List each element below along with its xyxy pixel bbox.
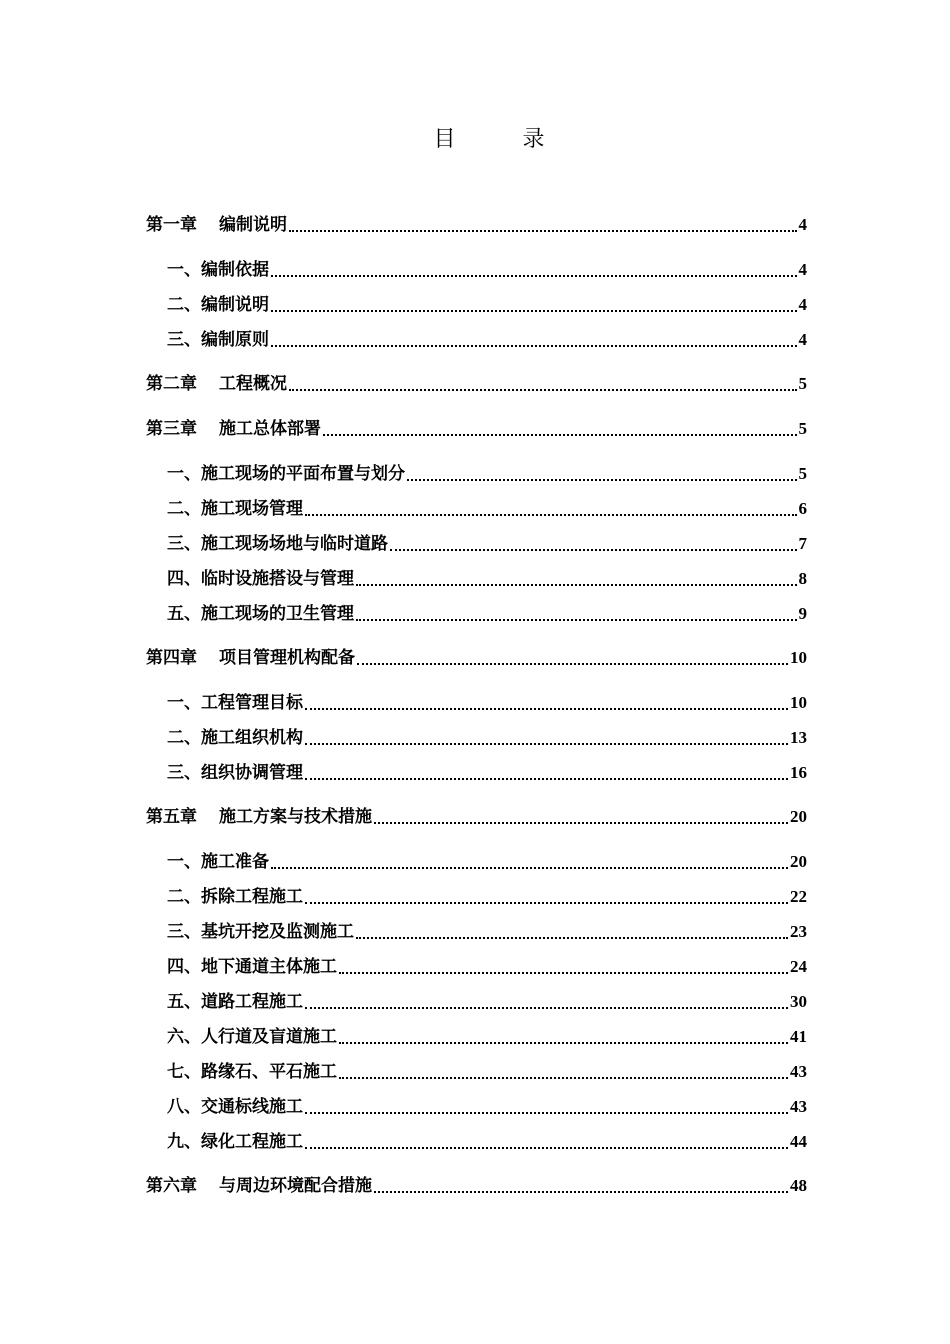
dot-leader <box>305 1147 788 1149</box>
dot-leader <box>339 1077 788 1079</box>
toc-entry-prefix: 五、 <box>167 604 201 624</box>
toc-entry-label <box>167 601 354 627</box>
toc-page-number: 23 <box>790 922 807 941</box>
toc-entry-prefix: 五、 <box>167 992 201 1012</box>
toc-entry-prefix: 三、 <box>167 922 201 942</box>
toc-entry-text: 施工现场管理 <box>201 499 303 519</box>
dot-leader <box>390 549 797 551</box>
toc-entry-text: 项目管理机构配备 <box>219 648 355 668</box>
toc-page-number: 44 <box>790 1132 807 1151</box>
toc-entry-label <box>146 212 287 238</box>
toc-section-entry[interactable] <box>167 496 807 522</box>
toc-entry-label <box>167 1024 337 1050</box>
toc-entry-prefix: 第二章 <box>146 374 197 394</box>
toc-entry-text: 拆除工程施工 <box>201 887 303 907</box>
toc-section-entry[interactable] <box>167 919 807 945</box>
toc-entry-prefix: 第五章 <box>146 807 197 827</box>
toc-entry-label <box>167 760 303 786</box>
toc-page-number: 4 <box>798 330 807 349</box>
toc-page-number: 4 <box>798 295 807 314</box>
toc-page-number: 24 <box>790 957 807 976</box>
toc-entry-text: 工程管理目标 <box>201 693 303 713</box>
toc-entry-prefix: 二、 <box>167 887 201 907</box>
toc-entry-label <box>167 327 269 353</box>
toc-page-number: 10 <box>790 648 807 667</box>
toc-entry-prefix: 二、 <box>167 499 201 519</box>
toc-page-number: 20 <box>790 807 807 826</box>
toc-entry-prefix: 二、 <box>167 295 201 315</box>
toc-entry-text: 编制依据 <box>201 260 269 280</box>
dot-leader <box>305 743 788 745</box>
toc-entry-prefix: 一、 <box>167 464 201 484</box>
dot-leader <box>374 822 788 824</box>
dot-leader <box>305 778 788 780</box>
toc-entry-label <box>167 919 354 945</box>
toc-entry-label <box>167 531 388 557</box>
toc-section-entry[interactable] <box>167 849 807 875</box>
dot-leader <box>339 1042 788 1044</box>
toc-entry-label <box>167 1094 303 1120</box>
toc-page-number: 5 <box>798 374 807 393</box>
dot-leader <box>339 972 788 974</box>
toc-entry-text: 基坑开挖及监测施工 <box>201 922 354 942</box>
toc-entry-text: 交通标线施工 <box>201 1097 303 1117</box>
toc-section-entry[interactable] <box>167 531 807 557</box>
toc-entry-text: 路缘石、平石施工 <box>201 1062 337 1082</box>
toc-entry-label <box>167 1129 303 1155</box>
toc-entry-label <box>167 496 303 522</box>
dot-leader <box>356 937 788 939</box>
toc-page-number: 4 <box>798 260 807 279</box>
toc-page-number: 43 <box>790 1062 807 1081</box>
toc-entry-text: 地下通道主体施工 <box>201 957 337 977</box>
toc-entry-label <box>167 849 269 875</box>
toc-entry-text: 组织协调管理 <box>201 763 303 783</box>
toc-entry-label <box>146 804 372 830</box>
toc-section-entry[interactable] <box>167 760 807 786</box>
dot-leader <box>305 514 797 516</box>
toc-page-number: 5 <box>798 419 807 438</box>
dot-leader <box>289 230 797 232</box>
toc-entry-text: 编制说明 <box>219 215 287 235</box>
toc-section-entry[interactable] <box>167 690 807 716</box>
toc-entry-label <box>167 954 337 980</box>
toc-section-entry[interactable] <box>167 1059 807 1085</box>
toc-entry-prefix: 三、 <box>167 534 201 554</box>
toc-section-entry[interactable] <box>167 292 807 318</box>
toc-entry-text: 与周边环境配合措施 <box>219 1176 372 1196</box>
toc-page-number: 30 <box>790 992 807 1011</box>
toc-section-entry[interactable] <box>167 601 807 627</box>
toc-entry-text: 施工现场的平面布置与划分 <box>201 464 405 484</box>
toc-entry-prefix: 九、 <box>167 1132 201 1152</box>
toc-section-entry[interactable] <box>167 257 807 283</box>
toc-section-entry[interactable] <box>167 1129 807 1155</box>
toc-entry-prefix: 第六章 <box>146 1176 197 1196</box>
dot-leader <box>357 663 788 665</box>
toc-entry-label <box>167 989 303 1015</box>
toc-chapter-entry[interactable] <box>146 416 807 442</box>
toc-section-entry[interactable] <box>167 461 807 487</box>
toc-entry-text: 道路工程施工 <box>201 992 303 1012</box>
toc-page-number: 41 <box>790 1027 807 1046</box>
toc-entry-text: 临时设施搭设与管理 <box>201 569 354 589</box>
dot-leader <box>305 902 788 904</box>
dot-leader <box>374 1191 788 1193</box>
toc-chapter-entry[interactable] <box>146 804 807 830</box>
dot-leader <box>305 708 788 710</box>
toc-page-number: 16 <box>790 763 807 782</box>
toc-entry-text: 工程概况 <box>219 374 287 394</box>
toc-entry-label <box>167 884 303 910</box>
toc-entry-text: 施工准备 <box>201 852 269 872</box>
dot-leader <box>289 389 797 391</box>
toc-entry-text: 编制说明 <box>201 295 269 315</box>
toc-entry-label <box>167 566 354 592</box>
toc-section-entry[interactable] <box>167 725 807 751</box>
dot-leader <box>305 1112 788 1114</box>
dot-leader <box>407 479 797 481</box>
toc-entry-label <box>167 1059 337 1085</box>
toc-entry-prefix: 第四章 <box>146 648 197 668</box>
toc-page-number: 5 <box>798 464 807 483</box>
toc-page-number: 48 <box>790 1176 807 1195</box>
toc-entry-label <box>146 1173 372 1199</box>
toc-section-entry[interactable] <box>167 1094 807 1120</box>
toc-entry-text: 施工现场场地与临时道路 <box>201 534 388 554</box>
toc-entry-label <box>146 371 287 397</box>
toc-chapter-entry[interactable] <box>146 1173 807 1199</box>
dot-leader <box>305 1007 788 1009</box>
dot-leader <box>356 584 797 586</box>
toc-entry-text: 绿化工程施工 <box>201 1132 303 1152</box>
dot-leader <box>271 345 797 347</box>
toc-entry-text: 编制原则 <box>201 330 269 350</box>
toc-page-number: 20 <box>790 852 807 871</box>
toc-entry-prefix: 二、 <box>167 728 201 748</box>
toc-title: 目 录 <box>433 127 575 152</box>
toc-section-entry[interactable] <box>167 884 807 910</box>
toc-entry-text: 施工方案与技术措施 <box>219 807 372 827</box>
toc-entry-prefix: 第三章 <box>146 419 197 439</box>
toc-entry-label <box>146 645 355 671</box>
toc-entry-prefix: 四、 <box>167 957 201 977</box>
toc-entry-text: 施工组织机构 <box>201 728 303 748</box>
toc-entry-label <box>167 690 303 716</box>
toc-page-number: 43 <box>790 1097 807 1116</box>
toc-entry-prefix: 七、 <box>167 1062 201 1082</box>
toc-page-number: 7 <box>798 534 807 553</box>
toc-section-entry[interactable] <box>167 327 807 353</box>
toc-entry-label <box>146 416 321 442</box>
toc-entry-prefix: 六、 <box>167 1027 201 1047</box>
toc-entry-text: 施工现场的卫生管理 <box>201 604 354 624</box>
toc-entry-prefix: 三、 <box>167 330 201 350</box>
toc-chapter-entry[interactable] <box>146 371 807 397</box>
toc-section-entry[interactable] <box>167 566 807 592</box>
dot-leader <box>271 275 797 277</box>
toc-entry-label <box>167 725 303 751</box>
toc-section-entry[interactable] <box>167 1024 807 1050</box>
toc-page-number: 13 <box>790 728 807 747</box>
toc-section-entry[interactable] <box>167 954 807 980</box>
dot-leader <box>323 434 797 436</box>
toc-entry-prefix: 三、 <box>167 763 201 783</box>
toc-page-number: 6 <box>798 499 807 518</box>
dot-leader <box>356 619 797 621</box>
toc-page-number: 22 <box>790 887 807 906</box>
toc-entry-prefix: 八、 <box>167 1097 201 1117</box>
toc-page-number: 10 <box>790 693 807 712</box>
dot-leader <box>271 867 788 869</box>
toc-page-number: 8 <box>798 569 807 588</box>
toc-page-number: 9 <box>798 604 807 623</box>
toc-section-entry[interactable] <box>167 989 807 1015</box>
toc-entry-text: 人行道及盲道施工 <box>201 1027 337 1047</box>
toc-chapter-entry[interactable] <box>146 645 807 671</box>
toc-entry-prefix: 一、 <box>167 693 201 713</box>
toc-entry-label <box>167 257 269 283</box>
toc-page-number: 4 <box>798 215 807 234</box>
toc-entry-prefix: 一、 <box>167 852 201 872</box>
toc-entry-label <box>167 461 405 487</box>
toc-entry-prefix: 一、 <box>167 260 201 280</box>
toc-entry-prefix: 第一章 <box>146 215 197 235</box>
toc-entry-text: 施工总体部署 <box>219 419 321 439</box>
toc-entry-prefix: 四、 <box>167 569 201 589</box>
toc-chapter-entry[interactable] <box>146 212 807 238</box>
dot-leader <box>271 310 797 312</box>
toc-entry-label <box>167 292 269 318</box>
